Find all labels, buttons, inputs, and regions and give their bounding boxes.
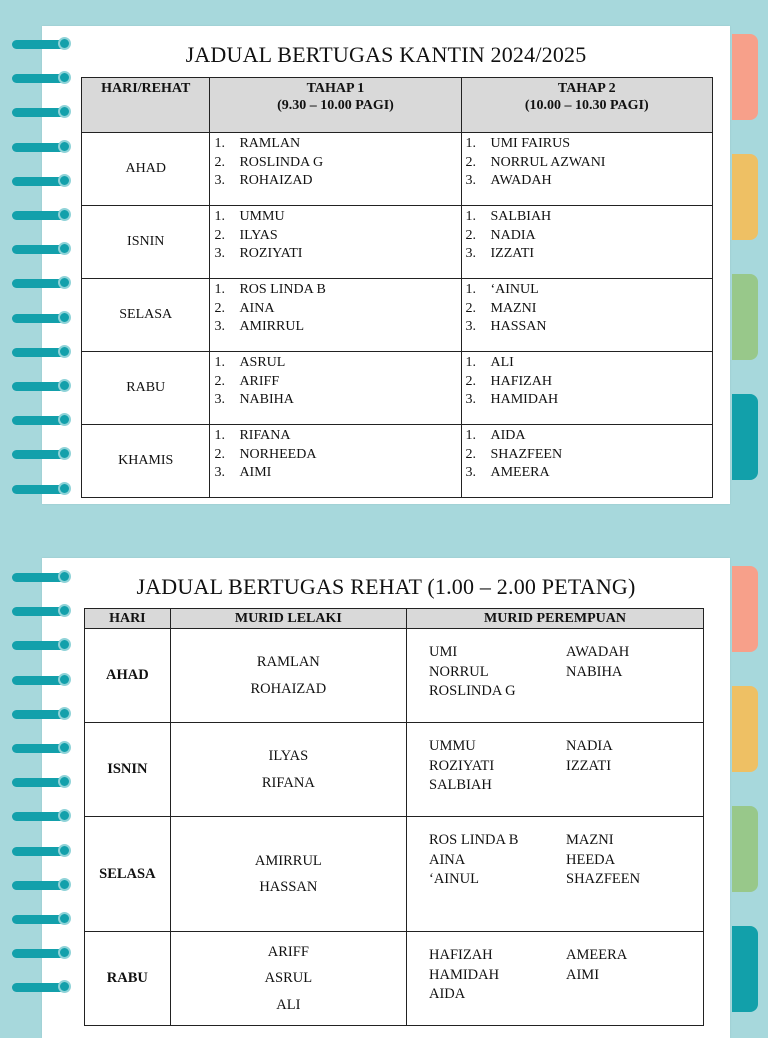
list-item	[466, 318, 713, 337]
spiral-ring	[12, 744, 68, 753]
column-header-girls: MURID PEREMPUAN	[407, 609, 704, 629]
spiral-ring	[12, 881, 68, 890]
student-name: ASRUL	[264, 970, 313, 987]
list-number: 2.	[214, 154, 225, 170]
names-cell-t1	[210, 133, 461, 206]
names-cell-t2	[461, 425, 713, 498]
student-name: AMIRRUL	[254, 852, 322, 869]
student-name: HASSAN	[490, 319, 547, 334]
student-name: SALBIAH	[490, 209, 552, 224]
student-name: ALI	[490, 355, 514, 370]
spiral-ring	[12, 382, 68, 391]
list-item	[466, 373, 713, 392]
girls-columns	[407, 817, 703, 890]
spiral-ring	[12, 710, 68, 719]
list-number: 2.	[465, 373, 476, 389]
student-name: IZZATI	[566, 757, 612, 774]
student-name: NADIA	[490, 227, 536, 243]
name-list	[466, 354, 713, 410]
spiral-ring	[12, 143, 68, 152]
spiral-ring	[12, 177, 68, 186]
names-cell-t1	[210, 279, 461, 352]
student-name: ROZIYATI	[239, 246, 303, 261]
student-name: ARIFF	[267, 943, 309, 960]
student-name: NORHEEDA	[239, 446, 317, 462]
list-number: 3.	[214, 173, 225, 188]
table-row	[82, 133, 713, 206]
boys-cell	[170, 723, 406, 817]
list-number: 1.	[465, 355, 476, 370]
spiral-ring	[12, 416, 68, 425]
student-name: HEEDA	[566, 851, 616, 868]
list-item	[214, 446, 460, 465]
day-cell: AHAD	[85, 629, 171, 723]
spiral-ring	[12, 485, 68, 494]
list-number: 2.	[465, 154, 476, 170]
name-list	[466, 208, 713, 264]
names-cell-t1	[210, 206, 461, 279]
student-name: NORRUL	[429, 663, 489, 680]
student-name: AIDA	[429, 986, 466, 1002]
student-name: ASRUL	[239, 355, 286, 370]
name-list	[466, 427, 713, 483]
list-number: 1.	[214, 282, 225, 297]
list-number: 1.	[214, 428, 225, 443]
list-number: 2.	[214, 300, 225, 316]
list-item	[466, 446, 713, 465]
spiral-ring	[12, 983, 68, 992]
spiral-ring	[12, 847, 68, 856]
student-name: SHAZFEEN	[566, 871, 641, 887]
girls-columns	[407, 629, 703, 702]
list-item	[466, 354, 713, 373]
notebook-tab-coral	[732, 34, 758, 120]
table-header-row	[85, 609, 704, 629]
spiral-ring	[12, 573, 68, 582]
spiral-ring	[12, 211, 68, 220]
girls-column	[566, 946, 703, 1005]
table-row	[82, 425, 713, 498]
canteen-duty-table	[81, 77, 713, 498]
spiral-ring	[12, 279, 68, 288]
student-name: ILYAS	[239, 227, 278, 243]
spiral-ring	[12, 812, 68, 821]
list-item	[214, 281, 460, 300]
column-header-boys: MURID LELAKI	[170, 609, 406, 629]
student-name: NABIHA	[566, 663, 623, 680]
table-row	[85, 629, 704, 723]
canteen-schedule-page	[42, 26, 730, 504]
page-title: JADUAL BERTUGAS REHAT (1.00 – 2.00 PETANG)	[136, 574, 636, 599]
list-item	[466, 281, 713, 300]
list-number: 3.	[214, 319, 225, 334]
student-name: MAZNI	[566, 832, 614, 848]
girls-cell	[407, 723, 704, 817]
notebook-tab-teal	[732, 926, 758, 1012]
spiral-ring	[12, 607, 68, 616]
list-item	[466, 464, 713, 483]
day-cell: SELASA	[85, 817, 171, 932]
list-item	[466, 391, 713, 410]
name-list	[214, 427, 460, 483]
student-name: AMEERA	[566, 947, 628, 963]
list-item	[214, 227, 460, 246]
spiral-ring	[12, 915, 68, 924]
student-name: HAMIDAH	[429, 966, 500, 983]
spiral-ring	[12, 778, 68, 787]
student-name: IZZATI	[490, 246, 535, 261]
table-row	[82, 206, 713, 279]
list-item	[466, 427, 713, 446]
name-list	[214, 354, 460, 410]
table-header-row	[82, 78, 713, 133]
student-name: ROSLINDA G	[429, 683, 516, 699]
names-cell-t2	[461, 133, 713, 206]
list-item	[466, 245, 713, 264]
names-cell-t2	[461, 279, 713, 352]
list-item	[214, 464, 460, 483]
girls-columns	[407, 932, 703, 1005]
table-row	[85, 817, 704, 932]
list-number: 3.	[465, 246, 476, 261]
name-list	[466, 135, 713, 191]
list-item	[214, 300, 460, 319]
column-header-tahap2: TAHAP 2 (10.00 – 10.30 PAGI)	[461, 78, 713, 133]
student-name: NABIHA	[239, 392, 294, 407]
day-cell: RABU	[85, 932, 171, 1026]
student-name: ILYAS	[268, 748, 309, 764]
list-number: 1.	[465, 282, 476, 297]
student-name: AIMI	[239, 465, 272, 480]
student-name: ROHAIZAD	[250, 680, 327, 697]
student-name: UMI FAIRUS	[490, 136, 570, 151]
student-name: ROS LINDA B	[239, 282, 326, 297]
day-cell: ISNIN	[82, 206, 210, 279]
names-cell-t2	[461, 206, 713, 279]
spiral-ring	[12, 348, 68, 357]
spiral-ring	[12, 74, 68, 83]
student-name: HAMIDAH	[490, 392, 559, 407]
student-name: HAFIZAH	[490, 373, 552, 389]
list-item	[214, 354, 460, 373]
spiral-ring	[12, 676, 68, 685]
list-item	[214, 427, 460, 446]
name-list	[214, 135, 460, 191]
girls-column	[429, 643, 566, 702]
student-name: AINA	[239, 300, 275, 316]
student-name: ROSLINDA G	[239, 154, 324, 170]
list-number: 3.	[465, 465, 476, 480]
student-name: ALI	[276, 996, 301, 1013]
column-header-day: HARI	[85, 609, 171, 629]
name-list	[466, 281, 713, 337]
girls-column	[566, 643, 703, 702]
girls-cell	[407, 629, 704, 723]
list-number: 3.	[465, 392, 476, 407]
spiral-ring	[12, 641, 68, 650]
list-number: 2.	[465, 227, 476, 243]
student-name: UMMU	[239, 209, 285, 224]
list-item	[466, 172, 713, 191]
list-item	[214, 245, 460, 264]
day-cell: SELASA	[82, 279, 210, 352]
notebook-tab-teal	[732, 394, 758, 480]
list-number: 2.	[465, 300, 476, 316]
boys-cell	[170, 629, 406, 723]
list-number: 3.	[465, 173, 476, 188]
list-item	[214, 172, 460, 191]
student-name: UMI	[429, 644, 458, 660]
name-list	[214, 208, 460, 264]
table-row	[85, 932, 704, 1026]
boys-cell	[170, 817, 406, 932]
student-name: AMEERA	[490, 465, 550, 480]
girls-column	[429, 946, 566, 1005]
girls-cell	[407, 817, 704, 932]
list-number: 2.	[214, 373, 225, 389]
names-cell-t1	[210, 352, 461, 425]
student-name: AIMI	[566, 966, 600, 983]
girls-columns	[407, 723, 703, 796]
list-item	[214, 135, 460, 154]
student-name: AIDA	[490, 428, 526, 443]
list-item	[466, 300, 713, 319]
student-name: AWADAH	[566, 644, 630, 660]
list-number: 2.	[465, 446, 476, 462]
notebook-tab-coral	[732, 566, 758, 652]
student-name: AINA	[429, 851, 466, 868]
list-item	[214, 318, 460, 337]
list-number: 2.	[214, 227, 225, 243]
list-item	[214, 154, 460, 173]
name-list	[214, 281, 460, 337]
student-name: ‘AINUL	[429, 871, 479, 887]
break-duty-table	[84, 608, 704, 1026]
student-name: HASSAN	[259, 879, 318, 895]
list-number: 1.	[465, 209, 476, 224]
list-item	[466, 208, 713, 227]
list-item	[466, 154, 713, 173]
spiral-ring	[12, 949, 68, 958]
list-item	[466, 227, 713, 246]
girls-column	[429, 831, 566, 890]
student-name: RIFANA	[239, 428, 291, 443]
list-item	[466, 135, 713, 154]
notebook-tab-green	[732, 806, 758, 892]
student-name: ‘AINUL	[490, 282, 539, 297]
student-name: AMIRRUL	[239, 319, 304, 334]
list-item	[214, 208, 460, 227]
list-number: 1.	[465, 428, 476, 443]
student-name: RIFANA	[261, 774, 315, 791]
page-title: JADUAL BERTUGAS KANTIN 2024/2025	[185, 42, 587, 67]
student-name: SHAZFEEN	[490, 446, 563, 462]
boys-cell	[170, 932, 406, 1026]
list-number: 3.	[214, 246, 225, 261]
list-number: 3.	[465, 319, 476, 334]
student-name: NADIA	[566, 738, 613, 754]
notebook-tab-green	[732, 274, 758, 360]
student-name: RAMLAN	[256, 654, 320, 670]
day-cell: RABU	[82, 352, 210, 425]
table-row	[82, 352, 713, 425]
spiral-ring	[12, 450, 68, 459]
names-cell-t2	[461, 352, 713, 425]
spiral-ring	[12, 245, 68, 254]
table-row	[82, 279, 713, 352]
list-number: 1.	[214, 136, 225, 151]
student-name: AWADAH	[490, 173, 552, 188]
break-schedule-page	[42, 558, 730, 1038]
student-name: ROHAIZAD	[239, 173, 313, 188]
list-number: 1.	[465, 136, 476, 151]
day-cell: ISNIN	[85, 723, 171, 817]
day-cell: KHAMIS	[82, 425, 210, 498]
student-name: ROS LINDA B	[429, 832, 519, 848]
list-item	[214, 373, 460, 392]
spiral-ring	[12, 40, 68, 49]
student-name: SALBIAH	[429, 777, 492, 793]
column-header-tahap1: TAHAP 1 (9.30 – 10.00 PAGI)	[210, 78, 461, 133]
list-item	[214, 391, 460, 410]
list-number: 3.	[214, 465, 225, 480]
student-name: UMMU	[429, 738, 476, 754]
student-name: NORRUL AZWANI	[490, 154, 606, 170]
student-name: HAFIZAH	[429, 947, 493, 963]
names-cell-t1	[210, 425, 461, 498]
spiral-ring	[12, 314, 68, 323]
notebook-tab-yellow	[732, 686, 758, 772]
girls-column	[566, 831, 703, 890]
list-number: 1.	[214, 355, 225, 370]
column-header-day: HARI/REHAT	[82, 78, 210, 133]
student-name: MAZNI	[490, 300, 537, 316]
list-number: 1.	[214, 209, 225, 224]
student-name: ROZIYATI	[429, 757, 495, 774]
student-name: ARIFF	[239, 373, 280, 389]
girls-column	[566, 737, 703, 796]
girls-cell	[407, 932, 704, 1026]
table-row	[85, 723, 704, 817]
notebook-tab-yellow	[732, 154, 758, 240]
student-name: RAMLAN	[239, 136, 301, 151]
spiral-ring	[12, 108, 68, 117]
list-number: 3.	[214, 392, 225, 407]
day-cell: AHAD	[82, 133, 210, 206]
list-number: 2.	[214, 446, 225, 462]
girls-column	[429, 737, 566, 796]
